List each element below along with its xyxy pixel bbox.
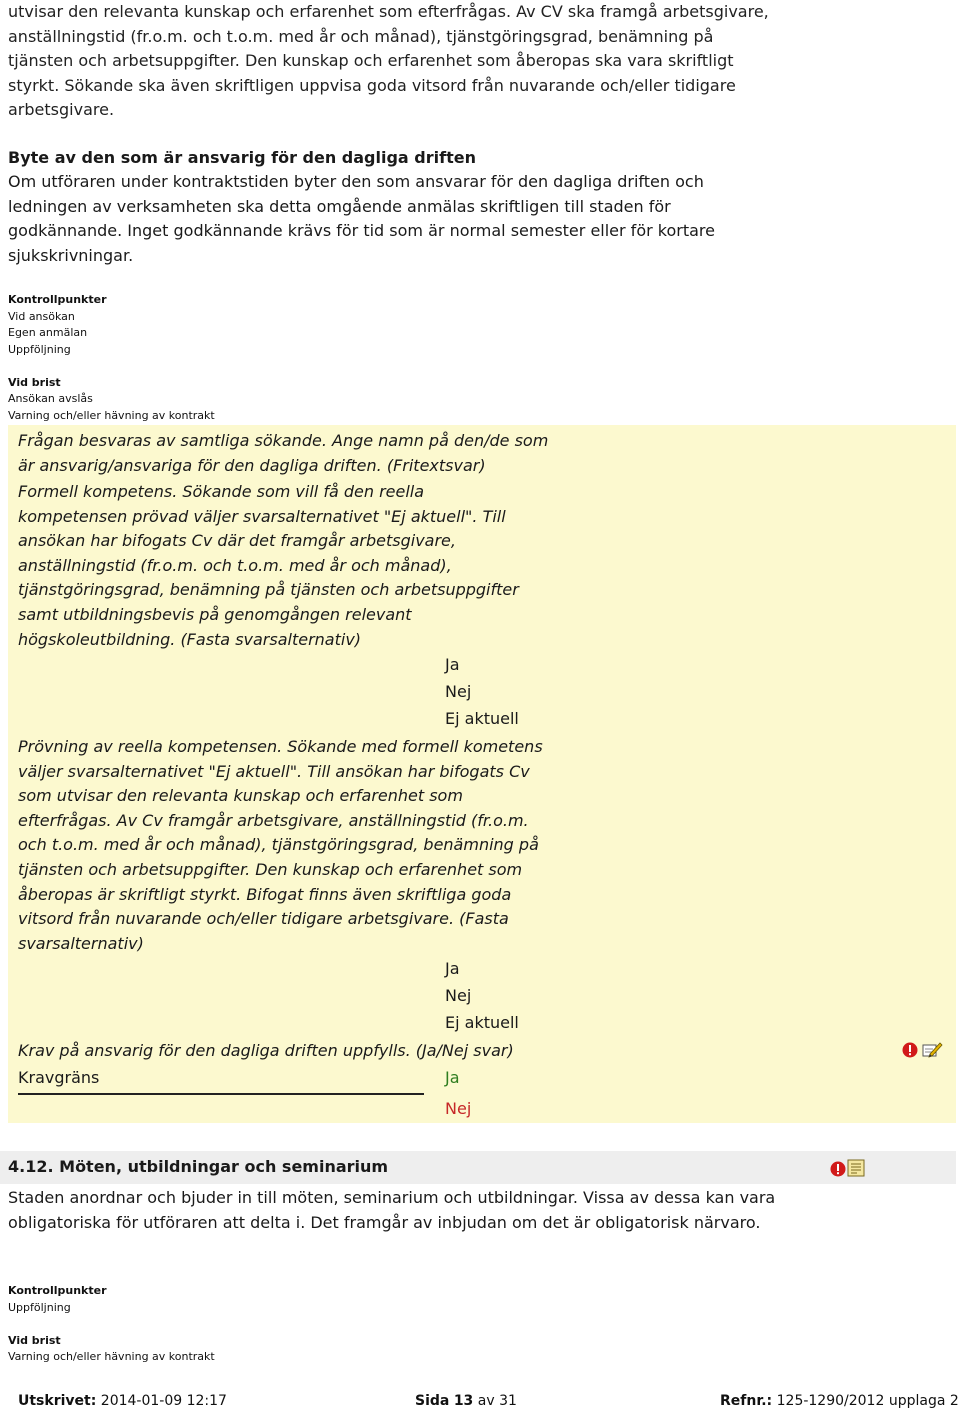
option-ja[interactable]: Ja [445,655,460,674]
kontroll-item: Vid ansökan [8,309,75,323]
section-number: 4.12. [8,1157,54,1176]
vid-brist-heading: Vid brist [8,1333,61,1347]
option-nej[interactable]: Nej [445,986,472,1005]
kravgrans-label: Kravgräns [18,1068,100,1087]
kravgrans-yes: Ja [445,1068,460,1087]
kravgrans-no: Nej [445,1099,472,1118]
section-title [8,1155,708,1180]
brist-item: Varning och/eller hävning av kontrakt [8,1350,215,1363]
edit-icon[interactable] [921,1040,943,1062]
ref-value: 125-1290/2012 upplaga 2 [776,1393,959,1409]
warning-icon[interactable] [902,1042,918,1062]
brist-item: Ansökan avslås [8,392,93,405]
question-2: Formell kompetens. Sökande som vill få den reella kompetensen prövad väljer svarsalternativet "Ej aktuell". Till ansökan har bifogats Cv där det framgår arbetsgivare, anställningstid (fr.o.m. och t.o.m. med år och månad), tjänstgöringsgrad, benämning på tjänsten och arbetsuppgifter samt utbildningsbevis på genomgången relevant högskoleutbildning. (Fasta svarsalternativ) [18,482,519,649]
question-3: Prövning av reella kompetensen. Sökande med formell kometens väljer svarsalternativet "Ej aktuell". Till ansökan har bifogats Cv som utvisar den relevanta kunskap och erfarenhet som efterfrågas. Av Cv framgår arbetsgivare, anställningstid (fr.o.m. och t.o.m. med år och månad), tjänstgöringsgrad, benämning på tjänsten och arbetsuppgifter. Den kunskap och erfarenhet som åberopas är skriftligt styrkt. Bifogat finns även skriftliga goda vitsord från nuvarande och/eller tidigare arbetsgivare. (Fasta svarsalternativ) [18,737,543,953]
footer-ref [720,1392,959,1410]
kontroll-item: Egen anmälan [8,326,88,339]
section-heading-byte: Byte av den som är ansvarig för den dagliga driften [8,148,476,167]
warning-icon[interactable] [830,1161,846,1181]
page-of: av [477,1393,495,1409]
section-heading-bar [0,1151,956,1184]
section-paragraph-byte: Om utföraren under kontraktstiden byter den som ansvarar för den dagliga driften och ledningen av verksamheten ska detta omgående anmälas skriftligen till staden för godkännande. Inget godkännande krävs för tid som är normal semester eller för kortare sjukskrivningar. [8,172,715,265]
kontroll-item: Uppföljning [8,342,71,356]
question-box [8,425,956,1123]
section-paragraph-412: Staden anordnar och bjuder in till möten, seminarium och utbildningar. Vissa av dessa kan vara obligatoriska för utföraren att delta i. Det framgår av inbjudan om det är obligatorisk närvaro. [8,1188,776,1232]
page-total: 31 [499,1393,517,1409]
intro-paragraph: utvisar den relevanta kunskap och erfarenhet som efterfrågas. Av CV ska framgå arbetsgivare, anställningstid (fr.o.m. och t.o.m. med år och månad), tjänstgöringsgrad, benämning på tjänsten och arbetsuppgifter. Den kunskap och erfarenhet som åberopas ska vara skriftligt styrkt. Sökande ska även skriftligen uppvisa goda vitsord från nuvarande och/eller tidigare arbetsgivare. [8,2,769,120]
option-ej-aktuell[interactable]: Ej aktuell [445,709,519,728]
brist-item: Varning och/eller hävning av kontrakt [8,408,215,422]
footer-page [415,1392,517,1410]
page-label: Sida [415,1393,450,1409]
footer-printed [18,1392,227,1410]
vid-brist-heading: Vid brist [8,375,61,389]
option-ja[interactable]: Ja [445,959,460,978]
printed-label: Utskrivet: [18,1393,97,1409]
ref-label: Refnr.: [720,1393,773,1409]
document-icon[interactable] [847,1159,865,1181]
kontroll-item: Uppföljning [8,1300,71,1314]
kontrollpunkter-block-1 [8,292,408,424]
kravgrans-line [18,1093,424,1095]
question-4: Krav på ansvarig för den dagliga driften uppfylls. (Ja/Nej svar) [18,1041,514,1060]
kontrollpunkter-heading: Kontrollpunkter [8,293,107,306]
option-nej[interactable]: Nej [445,682,472,701]
question-1: Frågan besvaras av samtliga sökande. Ange namn på den/de som är ansvarig/ansvariga för den dagliga driften. (Fritextsvar) [18,431,549,475]
section-title-text: Möten, utbildningar och seminarium [59,1157,389,1176]
kontrollpunkter-heading: Kontrollpunkter [8,1284,107,1297]
page-number: 13 [453,1393,474,1409]
printed-value: 2014-01-09 12:17 [100,1393,227,1409]
kontrollpunkter-block-2 [8,1283,408,1366]
option-ej-aktuell[interactable]: Ej aktuell [445,1013,519,1032]
